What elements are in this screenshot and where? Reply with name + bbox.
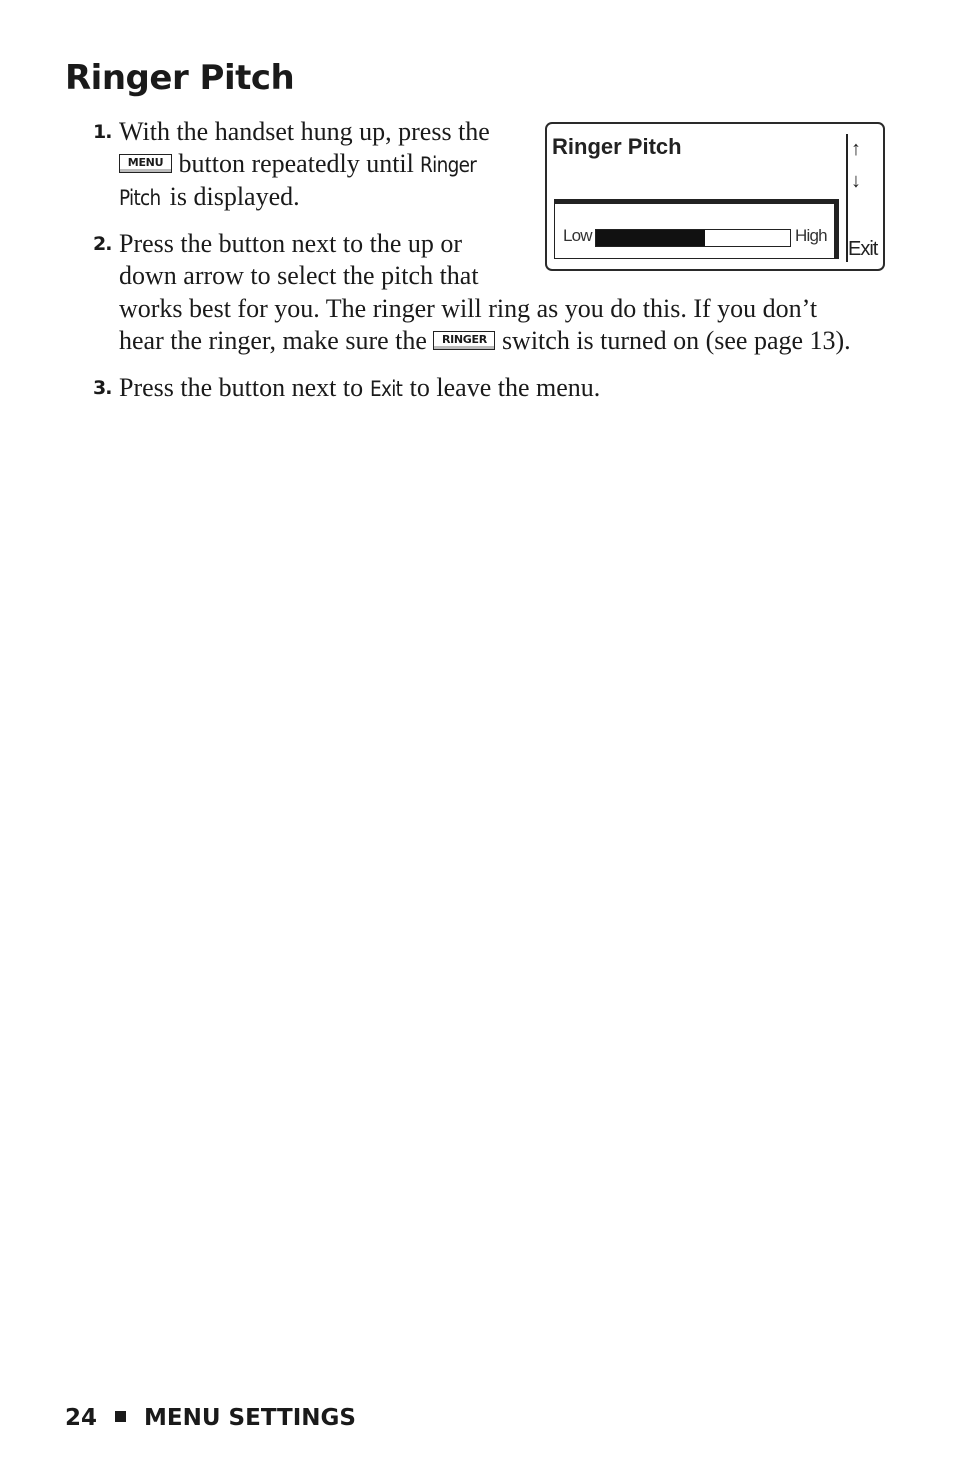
pitch-panel [554, 199, 839, 259]
step-text: is displayed. [163, 182, 300, 211]
down-arrow-icon: ↓ [851, 170, 861, 192]
page-footer [65, 1405, 356, 1431]
step-text: hear the ringer, make sure the [119, 326, 434, 355]
step-3-line-1 [119, 372, 600, 406]
step-number: 1. [93, 121, 112, 143]
square-bullet-icon [115, 1411, 126, 1422]
step-1-line-3 [119, 181, 300, 215]
step-number: 2. [93, 233, 112, 255]
lcd-title: Ringer Pitch [552, 134, 682, 159]
step-1-line-1 [119, 116, 490, 149]
step-2-line-3: works best for you. The ringer will ring as you do this. If you don’t [119, 294, 818, 323]
display-text-pitch: Pitch [119, 186, 161, 210]
lcd-screen-illustration [545, 122, 885, 271]
pitch-low-label: Low [563, 226, 592, 245]
display-text-ringer: Ringer [420, 153, 477, 177]
step-text: With the handset hung up, press the [119, 117, 490, 146]
ringer-key-icon: RINGER [433, 331, 495, 350]
step-number: 3. [93, 377, 112, 399]
step-2-line-2: down arrow to select the pitch that [119, 261, 479, 290]
pitch-high-label: High [795, 226, 827, 245]
step-text: switch is turned on (see page 13). [495, 326, 851, 355]
pitch-level-bar [595, 229, 791, 247]
section-title: MENU SETTINGS [144, 1405, 356, 1431]
page-title: Ringer Pitch [65, 58, 295, 98]
menu-key-icon: MENU [119, 154, 172, 173]
lcd-exit-label: Exit [848, 238, 878, 260]
display-text-exit: Exit [369, 377, 402, 401]
step-2-line-1: Press the button next to the up or [119, 229, 463, 258]
page-number: 24 [65, 1405, 98, 1431]
up-arrow-icon: ↑ [851, 138, 861, 160]
step-text: Press the button next to [119, 373, 370, 402]
step-text: to leave the menu. [403, 373, 601, 402]
step-1-line-2 [119, 148, 481, 182]
step-text: button repeatedly until [172, 149, 421, 178]
step-2-line-4 [119, 325, 851, 358]
pitch-level-fill [596, 230, 705, 246]
